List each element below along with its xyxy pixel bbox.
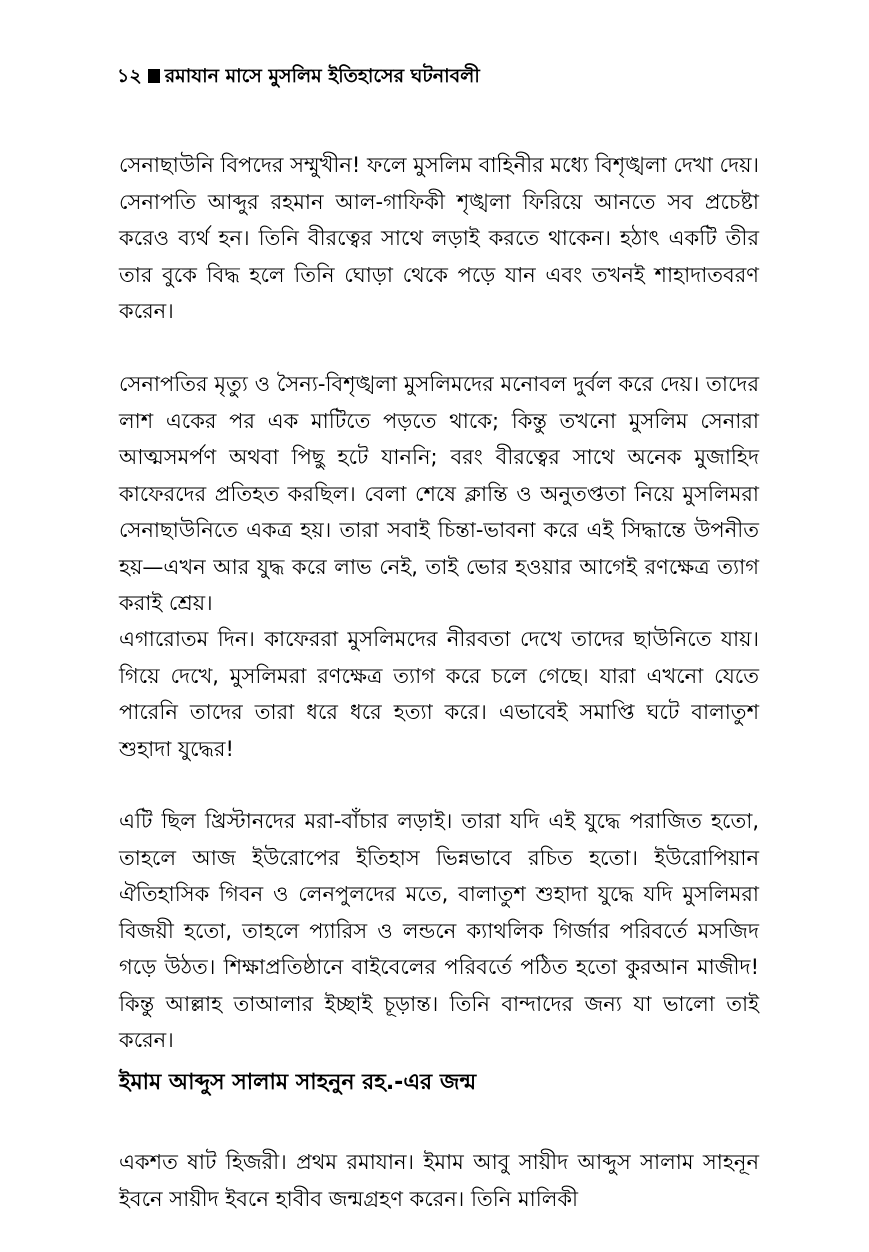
paragraph-3: এগারোতম দিন। কাফেররা মুসলিমদের নীরবতা দেখে তাদের ছাউনিতে যায়। গিয়ে দেখে, মুসলিমরা রণক্ষেত্র ত্যাগ করে চলে গেছে। যারা এখনো যেতে পারেনি তাদের তারা ধরে ধরে হত্যা করে। এভাবেই সমাপ্তি ঘটে বালাতুশ শুহাদা যুদ্ধের! [119, 627, 759, 761]
paragraph-5: একশত ষাট হিজরী। প্রথম রমাযান। ইমাম আবু সায়ীদ আব্দুস সালাম সাহনূন ইবনে সায়ীদ ইবনে হাবীব জন্মগ্রহণ করেন। তিনি মালিকী [119, 1150, 759, 1211]
square-bullet-icon [148, 69, 160, 83]
page-number: ১২ [117, 65, 142, 87]
paragraph-4: এটি ছিল খ্রিস্টানদের মরা-বাঁচার লড়াই। তারা যদি এই যুদ্ধে পরাজিত হতো, তাহলে আজ ইউরোপের ইতিহাস ভিন্নভাবে রচিত হতো। ইউরোপিয়ান ঐতিহাসিক গিবন ও লেনপুলদের মতে, বালাতুশ শুহাদা যুদ্ধে যদি মুসলিমরা বিজয়ী হতো, তাহলে প্যারিস ও লন্ডনে ক্যাথলিক গির্জার পরিবর্তে মসজিদ গড়ে উঠত। শিক্ষাপ্রতিষ্ঠানে বাইবেলের পরিবর্তে পঠিত হতো কুরআন মাজীদ! কিন্তু আল্লাহ তাআলার ইচ্ছাই চূড়ান্ত। তিনি বান্দাদের জন্য যা ভালো তাই করেন। [119, 809, 759, 1052]
paragraph-2: সেনাপতির মৃত্যু ও সৈন্য-বিশৃঙ্খলা মুসলিমদের মনোবল দুর্বল করে দেয়। তাদের লাশ একের পর এক মাটিতে পড়তে থাকে; কিন্তু তখনো মুসলিম সেনারা আত্মসমর্পণ অথবা পিছু হটে যাননি; বরং বীরত্বের সাথে অনেক মুজাহিদ কাফেরদের প্রতিহত করছিল। বেলা শেষে ক্লান্তি ও অনুতপ্ততা নিয়ে মুসলিমরা সেনাছাউনিতে একত্র হয়। তারা সবাই চিন্তা-ভাবনা করে এই সিদ্ধান্তে উপনীত হয়—এখন আর যুদ্ধ করে লাভ নেই, তাই ভোর হওয়ার আগেই রণক্ষেত্র ত্যাগ করাই শ্রেয়। [119, 372, 759, 615]
running-head [117, 64, 757, 88]
paragraph-1: সেনাছাউনি বিপদের সম্মুখীন! ফলে মুসলিম বাহিনীর মধ্যে বিশৃঙ্খলা দেখা দেয়। সেনাপতি আব্দুর রহমান আল-গাফিকী শৃঙ্খলা ফিরিয়ে আনতে সব প্রচেষ্টা করেও ব্যর্থ হন। তিনি বীরত্বের সাথে লড়াই করতে থাকেন। হঠাৎ একটি তীর তার বুকে বিদ্ধ হলে তিনি ঘোড়া থেকে পড়ে যান এবং তখনই শাহাদাতবরণ করেন। [119, 153, 759, 323]
running-head-title: রমাযান মাসে মুসলিম ইতিহাসের ঘটনাবলী [164, 65, 480, 87]
section-heading: ইমাম আব্দুস সালাম সাহনুন রহ.-এর জন্ম [119, 1070, 477, 1095]
